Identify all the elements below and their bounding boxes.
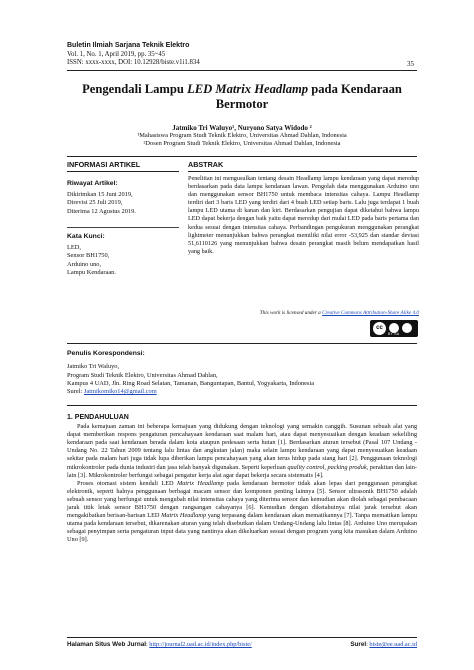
keyword-item: Arduino uno, — [67, 260, 102, 268]
affiliation-2: ²Dosen Program Studi Teknik Elektro, Universitas Ahmad Dahlan, Indonesia — [143, 140, 341, 147]
journal-name: Buletin Ilmiah Sarjana Teknik Elektro — [67, 42, 190, 49]
history-accepted: Diterima 12 Agustus 2019. — [67, 207, 136, 215]
license-line — [188, 310, 419, 316]
title-part-2: pada Kendaraan — [308, 82, 402, 96]
title-part-italic: LED Matrix Headlamp — [187, 82, 309, 96]
history-rule — [67, 227, 179, 228]
keyword-item: Lampu Kendaraan. — [67, 269, 116, 277]
footer-rule — [67, 637, 417, 638]
intro-paragraph-2: Proses otomasi sistem kendali LED Matrix Headlamp pada kendaraan bermotor tidak akan lepas dari penggunaan perangkat elektronik, seperti halnya penggunaan berbagai macam sensor dan komponen penting lainnya [5]. Sensor ultrasonik BH1750 adalah sebuah sensor yang berfungsi untuk mengubah nilai intensitas cahaya yang diterima sensor dan kemudian akan diolah sebagai pembacaan jarak titik letak sensor BH1750 dengan rangsangan cahayanya [6]. Kemudian dengan diketahuinya nilai jarak tersebut akan mengakibatkan berisan-barisan LED Matrix Headlamp yang terpasang dalam kendaraan akan mematikannya [7]. Tanpa mematikan lampu utama pada kendaraan tersebut, dikarenakan aturan yang telah disebutkan dalam Undang-Undang lalu lintas [8]. Arduino Uno merupakan sebagai penyimpan serta pengaturan input data yang nantinya akan dikeluarkan sesuai dengan program yang kita masukan dalam Arduino Uno [9]. — [67, 479, 418, 544]
keywords — [67, 233, 179, 278]
page-footer: Halaman Situs Web Jurnal: http://journal2.uad.ac.id/index.php/biste/ Surel: biste@ee.uad.ac.id — [67, 641, 417, 648]
correspondence-email-link[interactable]: Jatmikomiko14@gmail.com — [83, 388, 157, 396]
affiliation-1: ¹Mahasiswa Program Studi Teknik Elektro, Universitas Ahmad Dahlan, Indonesia — [137, 132, 347, 139]
title-part-1: Pengendali Lampu — [82, 82, 188, 96]
affiliations — [67, 132, 417, 148]
keyword-item: Sensor BH1750, — [67, 252, 110, 260]
header-rule — [67, 70, 417, 71]
page-number: 35 — [407, 60, 414, 68]
abstract-heading: ABSTRAK — [188, 160, 224, 169]
footer-label: Halaman Situs Web Jurnal — [67, 641, 146, 648]
license-prefix: This work is licensed under a — [259, 310, 323, 316]
journal-header — [67, 42, 200, 68]
section-rule-mid — [67, 343, 417, 344]
keywords-heading: Kata Kunci: — [67, 233, 105, 240]
section-rule-top — [67, 156, 417, 157]
correspondence-address: Kampus 4 UAD, Jln. Ring Road Selatan, Tamanan, Banguntapan, Bantul, Yogyakarta, Indonesia — [67, 379, 315, 387]
correspondence-dept: Program Studi Teknik Elektro, Universitas Ahmad Dahlan, — [67, 371, 218, 379]
keyword-item: LED, — [67, 244, 82, 251]
history-revised: Direvisi 25 Juli 2019, — [67, 199, 123, 207]
correspondence-email-line — [67, 388, 417, 396]
sa-icon — [402, 323, 412, 333]
correspondence-name: Jatmiko Tri Waluyo, — [67, 363, 120, 371]
journal-volume: Vol. 1, No. 1, April 2019, pp. 35~45 — [67, 50, 166, 58]
history-submitted: Dikirimkan 15 Juni 2019, — [67, 191, 133, 198]
section-rule-intro — [67, 405, 417, 406]
cc-icon: cc — [373, 322, 386, 335]
intro-paragraph-1: Pada kemajuan zaman ini beberapa kemajuan yang didukung dengan teknologi yang semakin canggih. Susunan sebuah alat yang dapat memberikan respons pengaturan pencahayaan kendaraan saat malam hari, atau dapat menyesuaikan dengan keadaan sekeliling kendaraan pada saat kendaraan berada dalam kota ataupun pedesaan serta hutan [1]. Berdasarkan aturan tersebut (Pasal 107 Undang - Undang No. 22 Tahun 2009 tentang lalu lintas dan angkutan jalan) maka selain lampu kendaraan yang dapat menyesuaikan keadaan sekitar pada malam hari juga tidak lupa diberikan lampu pencahayaan yang akan terus hidup pada siang hari [2]. Penggunaan teknologi mikrokontroler pada dunia industri dan jasa telah banyak digunakan. Seperti keperluan quality control, packing produk, perakitan dan lain-lain [3]. Mikrokontroler berfungsi sebagai pengatur kerja alat agar dapat bekerja secara sistematis [4]. — [67, 423, 418, 479]
abstract-rule — [188, 171, 417, 172]
footer-email-link[interactable]: biste@ee.uad.ac.id — [369, 641, 417, 648]
footer-url-link[interactable]: http://journal2.uad.ac.id/index.php/biste/ — [149, 641, 252, 648]
intro-heading: 1. PENDAHULUAN — [67, 414, 129, 421]
info-rule — [67, 171, 179, 172]
introduction-section — [67, 414, 417, 545]
cc-badge-label: BY SA — [388, 332, 400, 336]
paper-title — [67, 82, 417, 112]
history-heading: Riwayat Artikel: — [67, 180, 118, 187]
correspondence-block — [67, 350, 417, 396]
info-heading: INFORMASI ARTIKEL — [67, 160, 141, 169]
email-label: Surel: — [67, 388, 84, 396]
journal-issn: ISSN: xxxx-xxxx, DOI: 10.12928/biste.v1i1.834 — [67, 59, 200, 67]
cc-license-badge[interactable] — [370, 320, 418, 337]
license-link[interactable]: Creative Commons Attribution-Share Alike 4.0 — [322, 310, 419, 316]
article-history — [67, 180, 179, 216]
authors: Jatmiko Tri Waluyo¹, Nuryono Satya Widodo ² — [172, 124, 312, 132]
footer-email-block: Surel: biste@ee.uad.ac.id — [350, 641, 417, 648]
footer-email-label: Surel — [350, 641, 367, 648]
abstract-text: Penelitian ini mengusulkan tentang desain Headlamp lampu kendaraan yang dapat meredup berdasarkan pada data lampu kendaraan lawan. Pengolah data menggunakan Arduino uno dan menggunakan sensor BH1750 untuk membaca intensitas cahaya. Lampu Headlamp terdiri dari 3 baris LED yang terdiri dari 4 buah LED setiap baris. Lalu juga terdapat 1 buah lampu LED utama di kanan dan kiri. Berdasarkan pengujian dapat diketahui bahwa lampu LED dapat bekerja dengan baik yaitu dapat meredup dari mulai LED pada baris pertama dan kedua sesuai dengan intensitas cahaya. Perbandingan pengukuran menggunakan perangkat lightmeter menunjukkan bahwa perangkat memiliki nilai error -53,925 dan standar deviasi 51,6110126 yang menunjukkan bahwa desain perangkat masih belum mendapatkan hasil yang baik. — [188, 175, 419, 255]
correspondence-heading: Penulis Korespondensi: — [67, 350, 145, 357]
title-line-2: Bermotor — [215, 97, 269, 111]
